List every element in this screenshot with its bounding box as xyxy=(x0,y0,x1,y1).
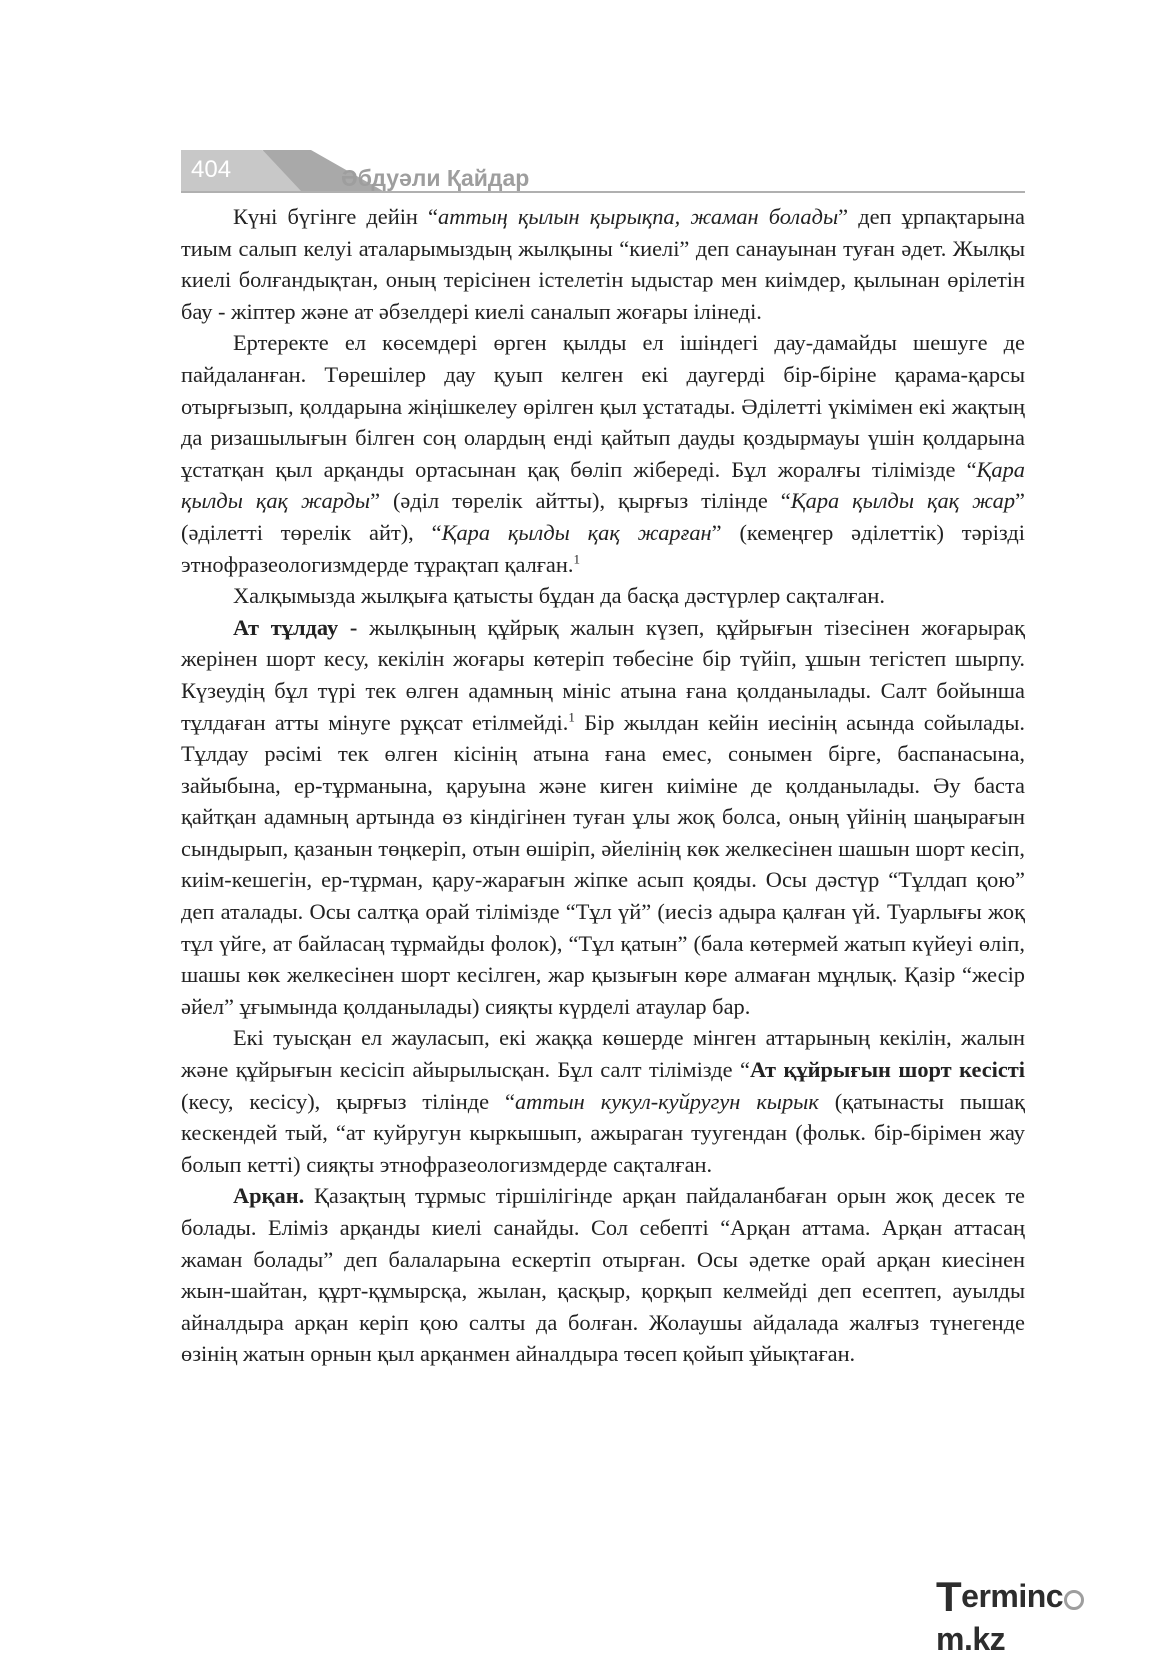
termincom-watermark xyxy=(936,1573,1136,1657)
text-run: ” (кемеңгер әділеттік) тәрізді этнофразеологизмдерде тұрақтап қалған. xyxy=(181,519,1025,577)
italic-quote: аттың қылын қырықпа, жаман болады xyxy=(438,204,839,229)
header-rule xyxy=(181,191,1025,193)
page-number: 404 xyxy=(191,156,232,183)
magnifier-icon xyxy=(1064,1590,1084,1610)
bold-term: Ат тұлдау - xyxy=(233,614,358,640)
watermark-text: m.kz xyxy=(936,1621,1006,1657)
italic-quote: Қара қылды қақ жарған xyxy=(441,519,712,545)
italic-quote: Қара қылды қақ жарды xyxy=(181,456,1025,514)
text-run: ” деп ұрпақтарына тиым салып келуі аталарымыздың жылқыны “киелі” деп санауынан туған әдет. Жылқы киелі болғандықтан, оның терісінен істелетін ыдыстар мен киімдер, қылынан өрілетін бау - жіптер және ат әбзелдері киелі саналып жоғары ілінеді. xyxy=(181,204,1025,324)
italic-quote: аттын кукул-куйругун кырык xyxy=(514,1088,819,1114)
text-run: Халқымызда жылқыға қатысты бұдан да басқа дәстүрлер сақталған. xyxy=(233,583,885,609)
paragraph-2 xyxy=(181,327,1025,580)
watermark-text: erminc xyxy=(961,1578,1064,1614)
text-run: ” (әділ төрелік айтты), қырғыз тілінде “ xyxy=(370,488,791,514)
text-run: (қатынасты пышақ кескендей тый, “ат куйругун кыркышып, ажыраган туугендан (фольк. бір-бірімен жау болып кетті) сияқты этнофразеологизмдерде сақталған. xyxy=(181,1088,1025,1177)
paragraph-6 xyxy=(181,1180,1025,1370)
footnote-ref: 1 xyxy=(573,551,580,567)
page-header xyxy=(181,150,1025,194)
text-run: ” (әділетті төрелік айт), “ xyxy=(181,488,1025,545)
paragraph-5 xyxy=(181,1022,1025,1180)
bold-term: Ат құйрығын шорт кесісті xyxy=(749,1057,1026,1083)
italic-quote: Қара қылды қақ жар xyxy=(790,488,1016,514)
bold-term: Арқан. xyxy=(233,1183,305,1209)
text-run: Бір жылдан кейін иесінің асында сойылады. Тұлдау рәсімі тек өлген кісінің атына ғана емес, сонымен бірге, баспанасына, зайыбына, ер-тұрманына, қаруына және киген киіміне де қолданылады. Әу баста қайтқан адамның артында өз кіндігінен туған ұлы жоқ болса, оның үйінің шаңырағын сындырып, қазанын төңкеріп, отын өшіріп, әйелінің көк желкесінен шашын шорт кесіп, киім-кешегін, ер-тұрман, қару-жарағын жіпке асып қояды. Осы дәстүр “Тұлдап қою” деп аталады. Осы салтқа орай тілімізде “Тұл үй” (иесіз адыра қалған үй. Туарлығы жоқ тұл үйге, ат байласаң тұрмайды фолок), “Тұл қатын” (бала көтермей жатып күйеуі өліп, шашы көк желкесінен шорт кесілген, жар қызығын көре алмаған мұңлық. Қазір “жесір әйел” ұғымында қолданылады) сияқты күрделі атаулар бар. xyxy=(181,709,1026,1019)
text-run: жылқының құйрық жалын күзеп, құйрығын тізесінен жоғарырақ жерінен шорт кесу, кекілін жоғары көтеріп төбесіне бір түйіп, ұшын тегістеп шырпу. Күзеудің бұл түрі тек өлген адамның мініс атына ғана қолданылады. Салт бойынша тұлдаған атты мінуге рұқсат етілмейді. xyxy=(181,614,1025,735)
body-text xyxy=(181,201,1025,1370)
paragraph-1 xyxy=(181,201,1025,327)
paragraph-3 xyxy=(181,580,1025,612)
text-run: Ертеректе ел көсемдері өрген қылды ел ішіндегі дау-дамайды шешуге де пайдаланған. Төрешілер дау қуып келген екі даугерді бір-біріне қарама-қарсы отырғызып, қолдарына жіңішкелеу өрілген қыл ұстатады. Әділетті үкімімен екі жақтың да ризашылығын білген соң олардың енді қайтып дауды қоздырмауы үшін қолдарына ұстатқан қыл арқанды ортасынан қақ бөліп жібереді. Бұл жоралғы тілімізде “ xyxy=(181,330,1025,482)
running-head-author: Әбдуәли Қайдар xyxy=(341,165,530,191)
text-run: Екі туысқан ел жауласып, екі жаққа көшерде мінген аттарының кекілін, жалын және құйрығын кесісіп айырылысқан. Бұл салт тілімізде “ xyxy=(181,1025,1025,1083)
text-run: Қазақтың тұрмыс тіршілігінде арқан пайдаланбаған орын жоқ десек те болады. Еліміз арқанды киелі санайды. Сол себепті “Арқан аттама. Арқан аттасаң жаман болады” деп балаларына ескертіп отырған. Осы әдетке орай арқан киесінен жын-шайтан, құрт-құмырсқа, жылан, қасқыр, қорқып келмейді деп есептеп, ауылды айналдыра арқан керіп қою салты да болған. Жолаушы айдалада жалғыз түнегенде өзінің жатын орнын қыл арқанмен айналдыра төсеп қойып ұйықтаған. xyxy=(181,1183,1025,1367)
text-run: Күні бүгінге дейін “ xyxy=(233,204,438,229)
text-run: (кесу, кесісу), қырғыз тілінде “ xyxy=(181,1088,515,1114)
footnote-ref: 1 xyxy=(568,709,575,725)
watermark-letter: T xyxy=(936,1573,962,1620)
paragraph-4 xyxy=(181,612,1025,1023)
